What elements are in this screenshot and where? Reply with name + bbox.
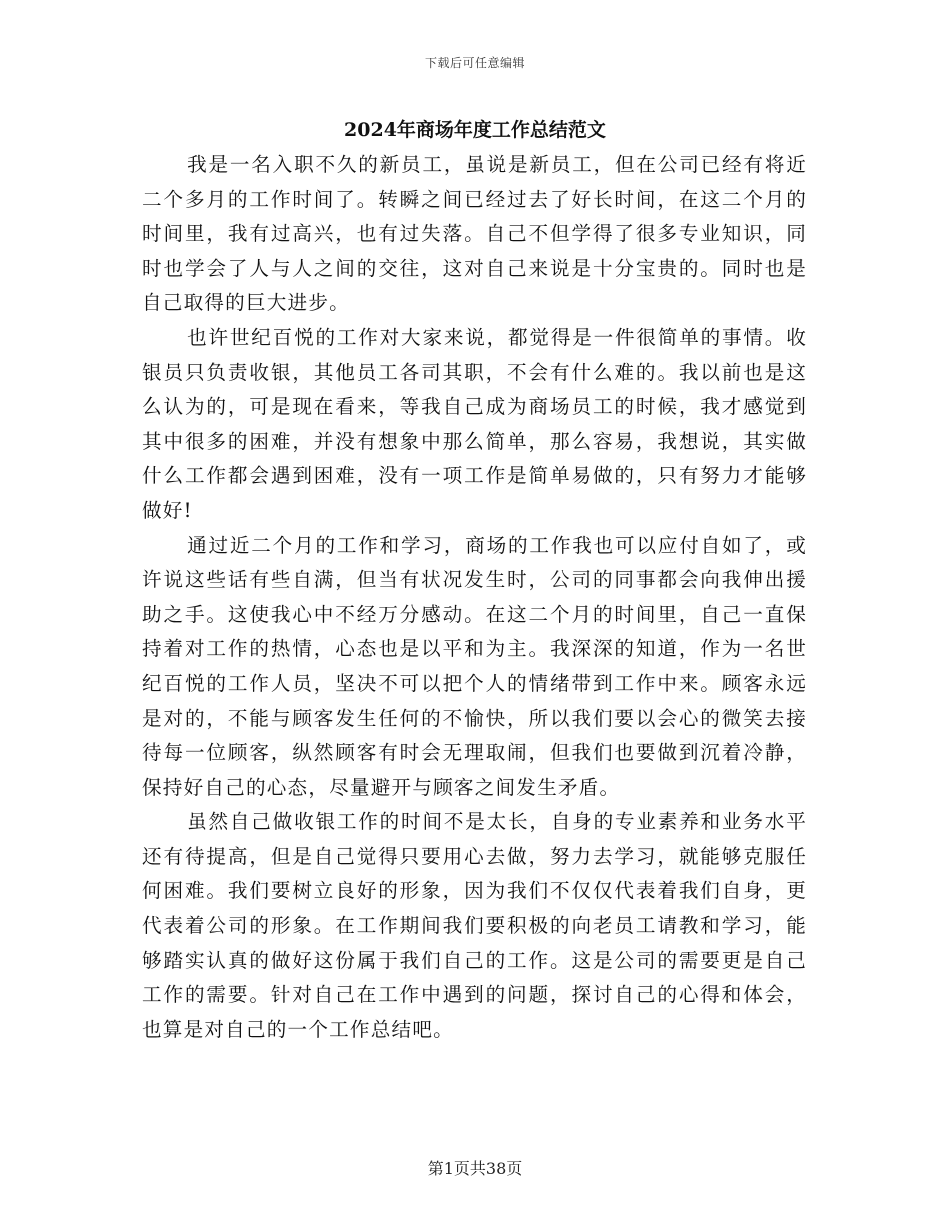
paragraph-1: 我是一名入职不久的新员工，虽说是新员工，但在公司已经有将近二个多月的工作时间了。转瞬之间已经过去了好长时间，在这二个月的时间里，我有过高兴，也有过失落。自己不但学得了很多专业知识，同时也学会了人与人之间的交往，这对自己来说是十分宝贵的。同时也是自己取得的巨大进步。 xyxy=(142,153,807,315)
paragraph-3: 通过近二个月的工作和学习，商场的工作我也可以应付自如了，或许说这些话有些自满，但当有状况发生时，公司的同事都会向我伸出援助之手。这使我心中不经万分感动。在这二个月的时间里，自己一直保持着对工作的热情，心态也是以平和为主。我深深的知道，作为一名世纪百悦的工作人员，坚决不可以把个人的情绪带到工作中来。顾客永远是对的，不能与顾客发生任何的不愉快，所以我们要以会心的微笑去接待每一位顾客，纵然顾客有时会无理取闹，但我们也要做到沉着冷静，保持好自己的心态，尽量避开与顾客之间发生矛盾。 xyxy=(142,533,807,799)
paragraph-2: 也许世纪百悦的工作对大家来说，都觉得是一件很简单的事情。收银员只负责收银，其他员工各司其职，不会有什么难的。我以前也是这么认为的，可是现在看来，等我自己成为商场员工的时候，我才感觉到其中很多的困难，并没有想象中那么简单，那么容易，我想说，其实做什么工作都会遇到困难，没有一项工作是简单易做的，只有努力才能够做好! xyxy=(142,325,807,522)
page-number: 第1页共38页 xyxy=(427,1159,523,1178)
paragraph-4: 虽然自己做收银工作的时间不是太长，自身的专业素养和业务水平还有待提高，但是自己觉得只要用心去做，努力去学习，就能够克服任何困难。我们要树立良好的形象，因为我们不仅仅代表着我们自身，更代表着公司的形象。在工作期间我们要积极的向老员工请教和学习，能够踏实认真的做好这份属于我们自己的工作。这是公司的需要更是自己工作的需要。针对自己在工作中遇到的问题，探讨自己的心得和体会，也算是对自己的一个工作总结吧。 xyxy=(142,810,807,1041)
document-body xyxy=(142,148,807,1047)
document-title: 2024年商场年度工作总结范文 xyxy=(344,119,606,141)
header-note: 下载后可任意编辑 xyxy=(424,56,525,70)
